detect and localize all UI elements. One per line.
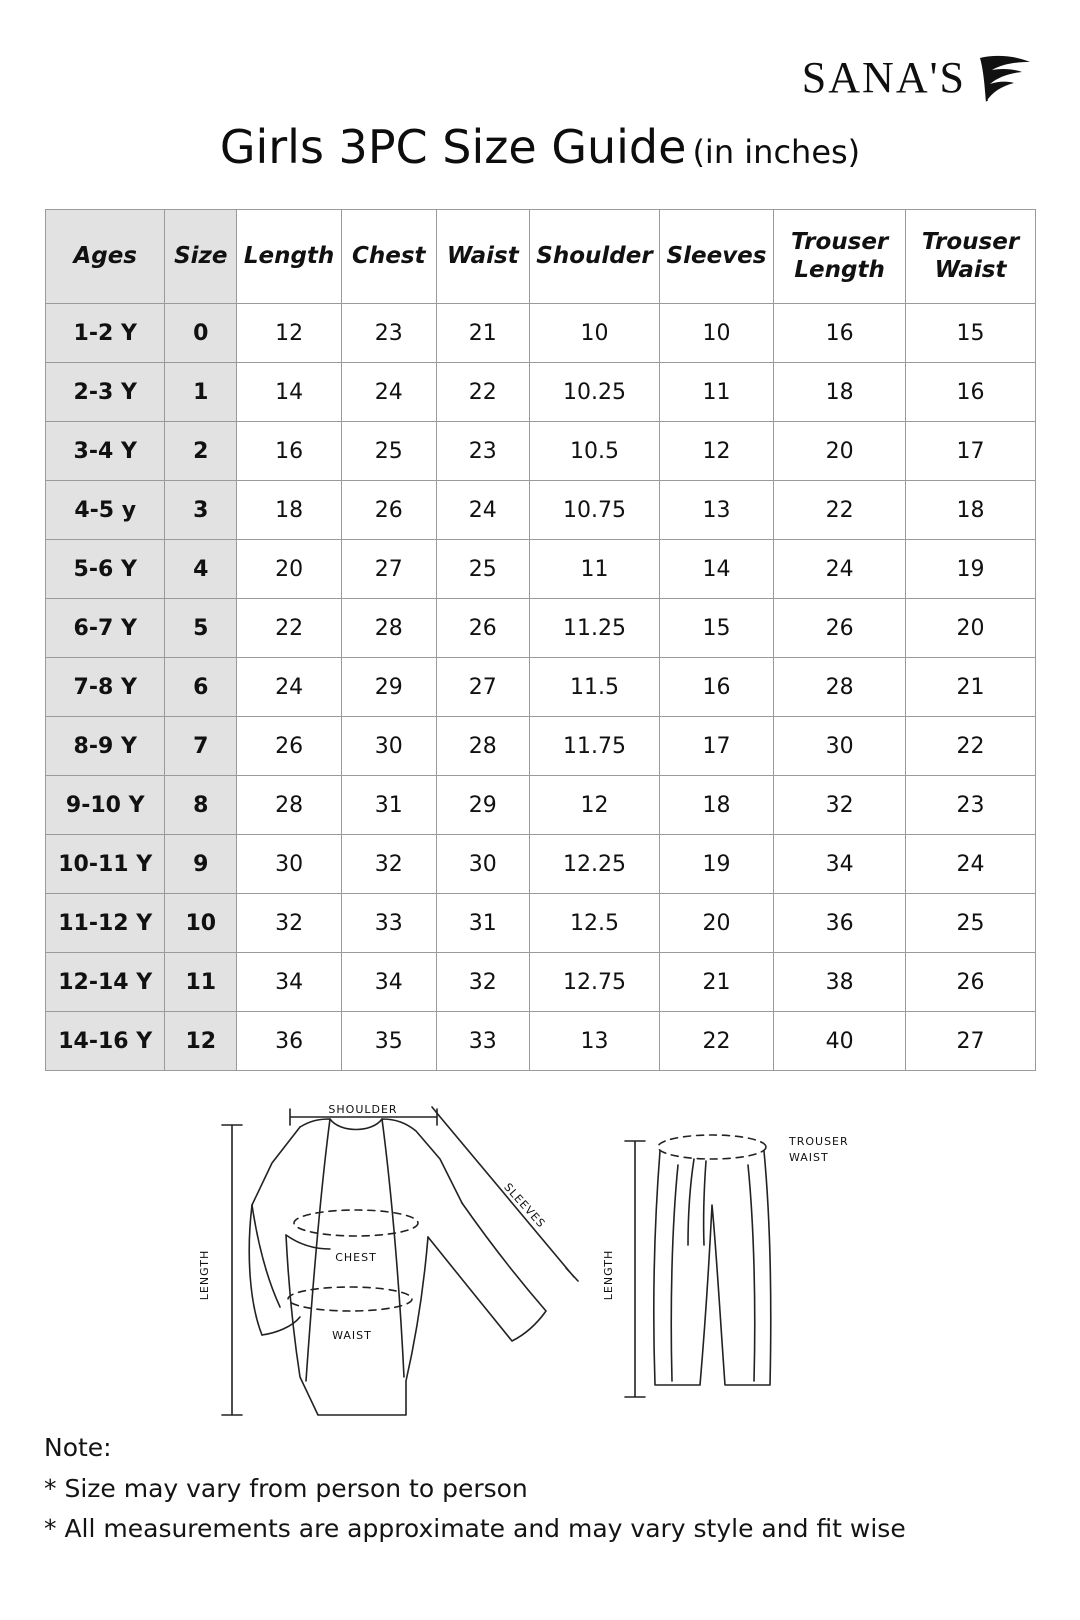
table-row: [46, 363, 1036, 422]
cell-sleeves: 19: [659, 835, 773, 894]
cell-trouser-length: 30: [774, 717, 906, 776]
cell-waist: 28: [436, 717, 529, 776]
cell-sleeves: 13: [659, 481, 773, 540]
cell-trouser-length: 16: [774, 304, 906, 363]
cell-trouser-length: 38: [774, 953, 906, 1012]
cell-size: 4: [165, 540, 237, 599]
page-title-unit: (in inches): [692, 133, 861, 171]
cell-trouser-length: 22: [774, 481, 906, 540]
cell-length: 16: [237, 422, 342, 481]
cell-trouser-waist: 18: [906, 481, 1036, 540]
column-header-trouser-waist: [906, 210, 1036, 304]
column-header-trouser-length-line1: Trouser: [790, 229, 889, 256]
cell-chest: 31: [342, 776, 437, 835]
table-row: [46, 717, 1036, 776]
cell-waist: 24: [436, 481, 529, 540]
cell-trouser-waist: 25: [906, 894, 1036, 953]
cell-sleeves: 10: [659, 304, 773, 363]
cell-waist: 32: [436, 953, 529, 1012]
cell-shoulder: 12.5: [530, 894, 660, 953]
cell-shoulder: 11: [530, 540, 660, 599]
cell-trouser-length: 40: [774, 1012, 906, 1071]
cell-chest: 26: [342, 481, 437, 540]
cell-chest: 29: [342, 658, 437, 717]
column-header-chest: Chest: [342, 210, 437, 304]
cell-size: 1: [165, 363, 237, 422]
label-sleeves: SLEEVES: [501, 1180, 548, 1231]
cell-chest: 35: [342, 1012, 437, 1071]
cell-ages: 14-16 Y: [46, 1012, 165, 1071]
brand-name: SANA'S: [801, 53, 966, 102]
cell-sleeves: 21: [659, 953, 773, 1012]
cell-chest: 25: [342, 422, 437, 481]
table-row: [46, 658, 1036, 717]
cell-sleeves: 16: [659, 658, 773, 717]
cell-size: 9: [165, 835, 237, 894]
cell-shoulder: 13: [530, 1012, 660, 1071]
table-row: [46, 481, 1036, 540]
cell-shoulder: 12.25: [530, 835, 660, 894]
label-length-bottom: LENGTH: [602, 1249, 615, 1301]
table-row: [46, 599, 1036, 658]
cell-ages: 5-6 Y: [46, 540, 165, 599]
column-header-trouser-length: [774, 210, 906, 304]
cell-shoulder: 11.75: [530, 717, 660, 776]
cell-length: 28: [237, 776, 342, 835]
cell-ages: 3-4 Y: [46, 422, 165, 481]
notes-block: [44, 1428, 1044, 1550]
column-header-size: Size: [165, 210, 237, 304]
cell-ages: 6-7 Y: [46, 599, 165, 658]
cell-ages: 11-12 Y: [46, 894, 165, 953]
brand-logo: [802, 52, 1032, 104]
cell-chest: 24: [342, 363, 437, 422]
cell-size: 8: [165, 776, 237, 835]
table-row: [46, 1012, 1036, 1071]
cell-length: 36: [237, 1012, 342, 1071]
cell-ages: 12-14 Y: [46, 953, 165, 1012]
cell-size: 10: [165, 894, 237, 953]
column-header-trouser-waist-line1: Trouser: [921, 229, 1020, 256]
cell-trouser-waist: 19: [906, 540, 1036, 599]
cell-shoulder: 10: [530, 304, 660, 363]
column-header-length: Length: [237, 210, 342, 304]
cell-sleeves: 14: [659, 540, 773, 599]
cell-ages: 4-5 y: [46, 481, 165, 540]
cell-sleeves: 11: [659, 363, 773, 422]
table-row: [46, 894, 1036, 953]
cell-length: 14: [237, 363, 342, 422]
cell-sleeves: 22: [659, 1012, 773, 1071]
cell-shoulder: 11.25: [530, 599, 660, 658]
feather-swirl-icon: [976, 52, 1032, 104]
cell-length: 24: [237, 658, 342, 717]
cell-sleeves: 15: [659, 599, 773, 658]
cell-shoulder: 10.25: [530, 363, 660, 422]
size-table-body: [46, 304, 1036, 1071]
cell-trouser-length: 26: [774, 599, 906, 658]
cell-waist: 33: [436, 1012, 529, 1071]
cell-ages: 8-9 Y: [46, 717, 165, 776]
cell-shoulder: 11.5: [530, 658, 660, 717]
column-header-sleeves: Sleeves: [659, 210, 773, 304]
page-title-main: Girls 3PC Size Guide: [219, 120, 687, 174]
cell-trouser-waist: 21: [906, 658, 1036, 717]
label-trouser-waist-line2: WAIST: [789, 1151, 829, 1164]
cell-ages: 2-3 Y: [46, 363, 165, 422]
cell-ages: 10-11 Y: [46, 835, 165, 894]
column-header-trouser-length-line2: Length: [794, 256, 885, 283]
cell-trouser-waist: 26: [906, 953, 1036, 1012]
cell-chest: 33: [342, 894, 437, 953]
table-row: [46, 540, 1036, 599]
cell-length: 12: [237, 304, 342, 363]
notes-line-1: * Size may vary from person to person: [44, 1473, 528, 1503]
cell-size: 6: [165, 658, 237, 717]
cell-sleeves: 20: [659, 894, 773, 953]
cell-sleeves: 17: [659, 717, 773, 776]
cell-trouser-waist: 17: [906, 422, 1036, 481]
cell-chest: 23: [342, 304, 437, 363]
table-row: [46, 953, 1036, 1012]
column-header-ages: Ages: [46, 210, 165, 304]
cell-length: 34: [237, 953, 342, 1012]
cell-sleeves: 12: [659, 422, 773, 481]
cell-trouser-waist: 22: [906, 717, 1036, 776]
cell-size: 7: [165, 717, 237, 776]
cell-trouser-waist: 27: [906, 1012, 1036, 1071]
cell-trouser-length: 36: [774, 894, 906, 953]
cell-trouser-length: 32: [774, 776, 906, 835]
table-row: [46, 776, 1036, 835]
cell-size: 0: [165, 304, 237, 363]
label-length-top: LENGTH: [198, 1249, 211, 1301]
cell-size: 3: [165, 481, 237, 540]
cell-size: 12: [165, 1012, 237, 1071]
cell-chest: 34: [342, 953, 437, 1012]
table-row: [46, 835, 1036, 894]
measurement-diagram: [0, 1085, 1080, 1435]
cell-ages: 7-8 Y: [46, 658, 165, 717]
cell-trouser-length: 18: [774, 363, 906, 422]
cell-trouser-length: 24: [774, 540, 906, 599]
column-header-waist: Waist: [436, 210, 529, 304]
cell-trouser-waist: 15: [906, 304, 1036, 363]
cell-length: 26: [237, 717, 342, 776]
cell-length: 30: [237, 835, 342, 894]
cell-shoulder: 10.5: [530, 422, 660, 481]
cell-size: 2: [165, 422, 237, 481]
table-header-row: [46, 210, 1036, 304]
label-chest: CHEST: [335, 1251, 377, 1264]
cell-length: 32: [237, 894, 342, 953]
notes-heading: Note:: [44, 1433, 112, 1462]
label-shoulder: SHOULDER: [328, 1103, 398, 1116]
notes-line-2: * All measurements are approximate and may vary style and fit wise: [44, 1514, 906, 1543]
page-title: [0, 120, 1080, 174]
cell-waist: 23: [436, 422, 529, 481]
cell-size: 5: [165, 599, 237, 658]
cell-size: 11: [165, 953, 237, 1012]
cell-chest: 28: [342, 599, 437, 658]
cell-waist: 21: [436, 304, 529, 363]
cell-shoulder: 12: [530, 776, 660, 835]
cell-length: 22: [237, 599, 342, 658]
cell-waist: 29: [436, 776, 529, 835]
cell-chest: 32: [342, 835, 437, 894]
size-table-container: [45, 209, 1036, 1071]
cell-ages: 1-2 Y: [46, 304, 165, 363]
table-row: [46, 304, 1036, 363]
cell-shoulder: 10.75: [530, 481, 660, 540]
label-waist: WAIST: [332, 1329, 372, 1342]
cell-trouser-length: 28: [774, 658, 906, 717]
column-header-trouser-waist-line2: Waist: [934, 256, 1007, 283]
cell-trouser-waist: 24: [906, 835, 1036, 894]
cell-trouser-waist: 20: [906, 599, 1036, 658]
cell-waist: 30: [436, 835, 529, 894]
column-header-shoulder: Shoulder: [530, 210, 660, 304]
cell-shoulder: 12.75: [530, 953, 660, 1012]
cell-length: 18: [237, 481, 342, 540]
cell-waist: 27: [436, 658, 529, 717]
cell-waist: 26: [436, 599, 529, 658]
label-trouser-waist-line1: TROUSER: [789, 1135, 849, 1148]
cell-trouser-length: 20: [774, 422, 906, 481]
table-row: [46, 422, 1036, 481]
cell-waist: 31: [436, 894, 529, 953]
cell-waist: 25: [436, 540, 529, 599]
cell-trouser-length: 34: [774, 835, 906, 894]
cell-chest: 27: [342, 540, 437, 599]
cell-trouser-waist: 16: [906, 363, 1036, 422]
cell-length: 20: [237, 540, 342, 599]
cell-ages: 9-10 Y: [46, 776, 165, 835]
cell-sleeves: 18: [659, 776, 773, 835]
cell-chest: 30: [342, 717, 437, 776]
size-table: [45, 209, 1036, 1071]
cell-trouser-waist: 23: [906, 776, 1036, 835]
cell-waist: 22: [436, 363, 529, 422]
